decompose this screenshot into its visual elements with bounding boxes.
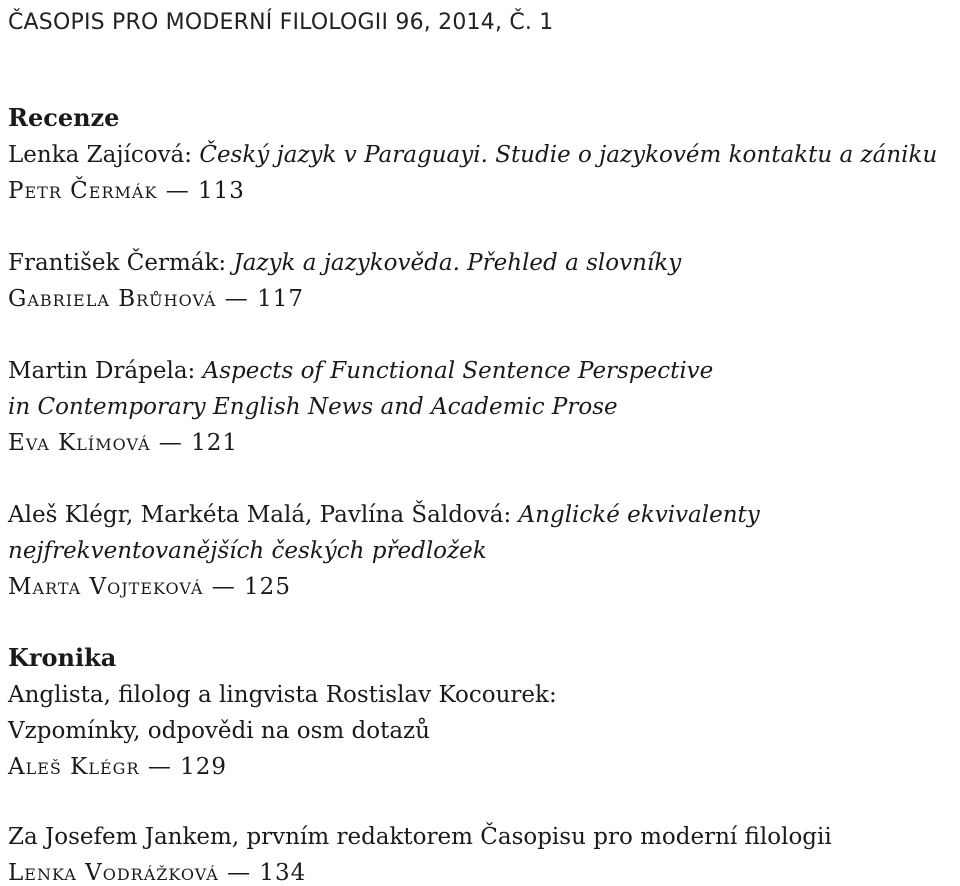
dash: — [157, 178, 199, 204]
toc-entry-title[interactable]: Anglista, filolog a lingvista Rostislav Kocourek: [8, 682, 557, 708]
book-title: Jazyk a jazykověda. Přehled a slovníky [233, 250, 682, 276]
dash: — [203, 574, 245, 600]
toc-entry-reviewer [8, 432, 238, 455]
page-number[interactable]: 125 [244, 574, 291, 600]
book-title: Anglické ekvivalenty [518, 502, 760, 528]
section-heading-recenze: Recenze [8, 103, 120, 132]
book-author: Aleš Klégr, Markéta Malá, Pavlína Šaldová: [8, 502, 519, 528]
dash: — [216, 286, 258, 312]
book-author: František Čermák: [8, 250, 234, 276]
page-number[interactable]: 113 [198, 178, 245, 204]
reviewer-name: Petr Čermák [8, 178, 158, 204]
book-title: Aspects of Functional Sentence Perspective [202, 358, 714, 384]
page-number[interactable]: 134 [259, 860, 307, 886]
reviewer-name: Marta Vojteková [8, 574, 204, 600]
toc-entry-title[interactable] [8, 252, 681, 275]
toc-entry-author [8, 756, 227, 779]
toc-entry-title[interactable] [8, 504, 760, 527]
page-number[interactable]: 121 [191, 430, 239, 456]
dash: — [218, 860, 260, 886]
reviewer-name: Gabriela Brůhová [8, 286, 217, 312]
book-author: Martin Drápela: [8, 358, 203, 384]
toc-entry-title-continued[interactable]: Vzpomínky, odpovědi na osm dotazů [8, 718, 430, 744]
book-author: Lenka Zajícová: [8, 142, 200, 168]
toc-entry-title-continued[interactable]: in Contemporary English News and Academic Prose [8, 394, 618, 420]
journal-header: ČASOPIS PRO MODERNÍ FILOLOGII 96, 2014, Č. 1 [8, 10, 554, 35]
toc-entry-title[interactable] [8, 360, 713, 383]
toc-entry-title[interactable] [8, 144, 937, 167]
toc-entry-reviewer [8, 180, 245, 203]
toc-entry-reviewer [8, 576, 291, 599]
author-name: Aleš Klégr [8, 754, 140, 780]
section-heading-kronika: Kronika [8, 643, 117, 672]
toc-entry-reviewer [8, 288, 304, 311]
toc-entry-title[interactable]: Za Josefem Jankem, prvním redaktorem Časopisu pro moderní filologii [8, 824, 832, 850]
toc-entry-title-continued[interactable]: nejfrekventovanějších českých předložek [8, 538, 487, 564]
dash: — [139, 754, 181, 780]
page-number[interactable]: 129 [180, 754, 228, 780]
book-title: Český jazyk v Paraguayi. Studie o jazykovém kontaktu a zániku [199, 142, 938, 168]
toc-entry-author [8, 862, 306, 885]
reviewer-name: Eva Klímová [8, 430, 151, 456]
author-name: Lenka Vodrážková [8, 860, 219, 886]
page-number[interactable]: 117 [257, 286, 304, 312]
dash: — [150, 430, 192, 456]
